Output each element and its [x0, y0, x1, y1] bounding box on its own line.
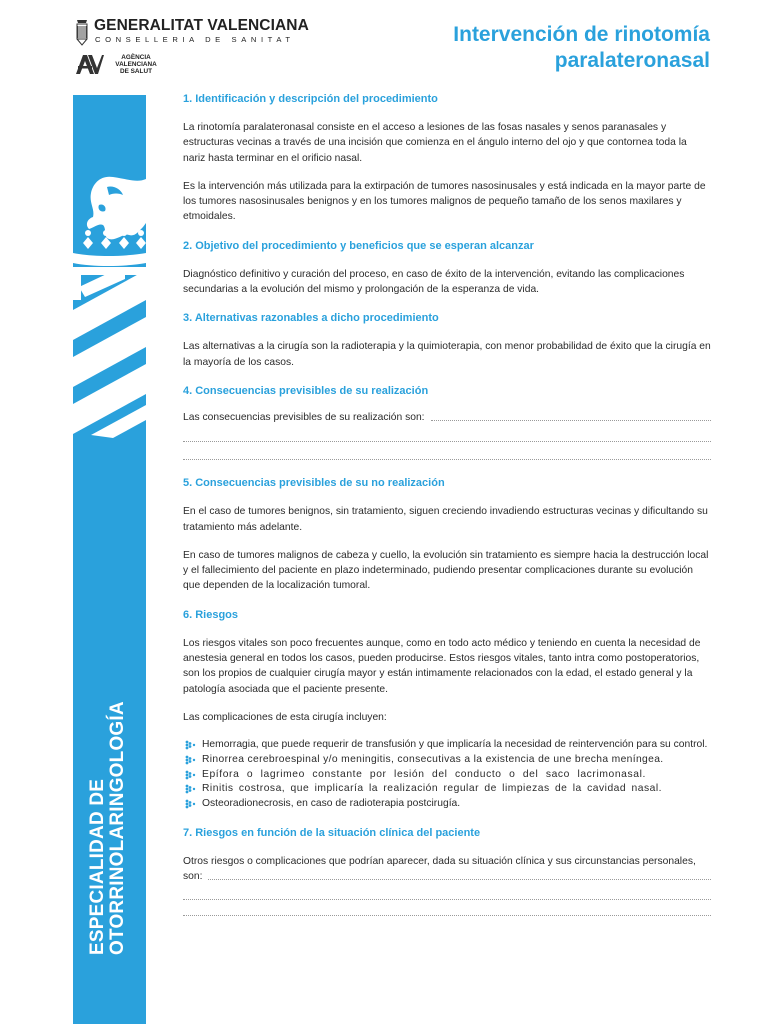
fill-line[interactable]: [183, 898, 711, 900]
section-6-title: 6. Riesgos: [183, 608, 239, 621]
section-7-paragraph-1: Otros riesgos o complicaciones que podrían aparecer, dada su situación clínica y sus circunstancias personales,: [183, 855, 696, 867]
fill-line[interactable]: [431, 419, 711, 421]
section-3-paragraph-1: Las alternativas a la cirugía son la radioterapia y la quimioterapia, con menor probabilidad de éxito que la cirugía en la mayoría de los casos.: [183, 341, 711, 368]
list-item: [183, 753, 711, 768]
bullet-dots-icon: [185, 740, 197, 750]
fill-line[interactable]: [208, 878, 711, 880]
list-item-text: Osteoradionecrosis, en caso de radioterapia postcirugía.: [202, 798, 461, 810]
section-4-title: 4. Consecuencias previsibles de su realización: [183, 384, 429, 397]
section-2-title: 2. Objetivo del procedimiento y beneficios que se esperan alcanzar: [183, 239, 534, 252]
agency-line-1: AGÈNCIA: [121, 54, 151, 61]
section-5-title: 5. Consecuencias previsibles de su no realización: [183, 477, 445, 490]
fill-line[interactable]: [183, 914, 711, 916]
specialty-label: [88, 575, 128, 955]
section-1-paragraph-1: La rinotomía paralateronasal consiste en el acceso a lesiones de las fosas nasales y senos paranasales y estructuras vecinas a través de una incisión que comienza en el ángulo interno del ojo y que contornea toda la nariz hasta terminar en el orificio nasal.: [183, 122, 687, 164]
section-1-title: 1. Identificación y descripción del procedimiento: [183, 93, 438, 105]
list-item: [183, 738, 711, 753]
list-item: [183, 797, 711, 812]
org-subtitle: CONSELLERIA DE SANITAT: [95, 35, 295, 44]
document-title-line-1: Intervención de rinotomía: [453, 23, 710, 46]
complications-list: [183, 738, 711, 812]
agency-line-3: DE SALUT: [120, 68, 152, 75]
agency-line-2: VALENCIANA: [115, 61, 157, 68]
section-2-paragraph-1: Diagnóstico definitivo y curación del proceso, en caso de éxito de la intervención, evitando las complicaciones secundarias a la evolución del mismo y prolongación de la esperanza de vida.: [183, 268, 685, 296]
section-5-paragraph-1: En el caso de tumores benignos, sin tratamiento, siguen creciendo invadiendo estructuras vecinas y dificultando su tratamiento más adelante.: [183, 506, 708, 533]
generalitat-crest-icon: [74, 18, 90, 48]
section-4-fill-row: [183, 410, 711, 425]
agency-logo: [74, 52, 157, 81]
section-3-title: 3. Alternativas razonables a dicho procedimiento: [183, 312, 439, 325]
bullet-dots-icon: [185, 784, 197, 794]
sidebar-band: [73, 95, 146, 1024]
document-title: [453, 22, 710, 74]
agency-avs-icon: [74, 52, 104, 76]
bullet-dots-icon: [185, 755, 197, 765]
document-title-line-2: paralateronasal: [554, 49, 710, 72]
section-5-paragraph-2: En caso de tumores malignos de cabeza y cuello, la evolución sin tratamiento es siempre hacia la destrucción local y el fallecimiento del paciente en plazo indeterminado, pudiendo presentar complicaciones durante su evolución que dependen de la localización tumoral.: [183, 549, 709, 592]
fill-line[interactable]: [183, 440, 711, 442]
list-item-text: Hemorragia, que puede requerir de transfusión y que implicaría la necesidad de reintervención para su control.: [202, 739, 708, 751]
section-6-paragraph-1: Los riesgos vitales son poco frecuentes aunque, como en todo acto médico y teniendo en cuenta la necesidad de anestesia general en todos los casos, pueden producirse. Estos riesgos vitales, tanto intra como postoperatorios, son los propios de cualquier cirugía mayor y están intimamente relacionados con la edad, el estado general y la patología asociada que el paciente presente.: [183, 637, 701, 695]
list-item-text: Rinorrea cerebroespinal y/o meningitis, consecutivas a la existencia de une brecha meníngea.: [202, 753, 664, 765]
section-7-title: 7. Riesgos en función de la situación clínica del paciente: [183, 826, 481, 839]
list-item: [183, 782, 711, 797]
specialty-line-2: OTORRINOLARINGOLOGÍA: [107, 701, 128, 955]
document-body: [183, 92, 711, 916]
section-1-paragraph-2: Es la intervención más utilizada para la extirpación de tumores nasosinusales y está indicada en la mayor parte de los tumores nasosinusales benignos y en los tumores malignos de pequeño tamaño de los senos maxilares y etmoidales.: [183, 180, 706, 223]
bullet-dots-icon: [185, 799, 197, 809]
agency-name: [104, 54, 168, 75]
fill-line[interactable]: [183, 458, 711, 460]
org-name: GENERALITAT VALENCIANA: [94, 17, 309, 34]
specialty-line-1: ESPECIALIDAD DE: [87, 778, 108, 955]
list-item-text: Epífora o lagrimeo constante por lesión del conducto o del saco lacrimonasal.: [202, 768, 646, 780]
bullet-dots-icon: [185, 770, 197, 780]
section-6-paragraph-2: Las complicaciones de esta cirugía incluyen:: [183, 711, 387, 723]
list-item-text: Rinitis costrosa, que implicaría la realización regular de limpiezas de la cavidad nasal.: [202, 783, 662, 795]
list-item: [183, 768, 711, 783]
section-7-fill-row: [183, 869, 711, 884]
section-7-paragraph-end: son:: [183, 871, 203, 883]
section-4-paragraph-1: Las consecuencias previsibles de su realización son:: [183, 411, 425, 423]
